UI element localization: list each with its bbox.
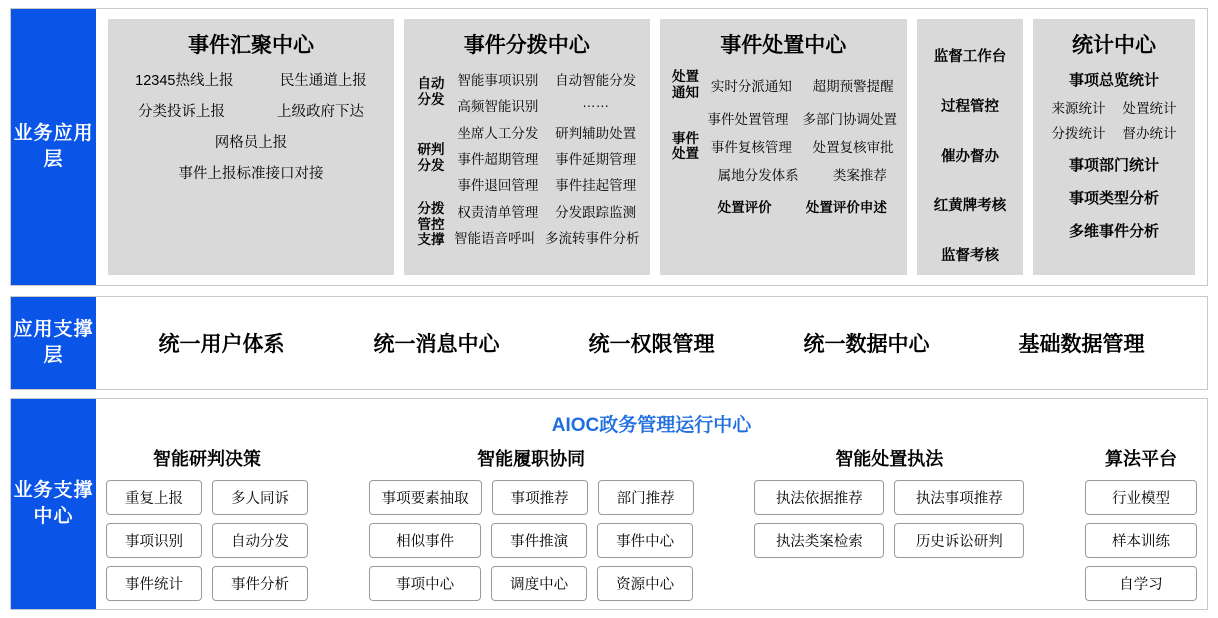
supervision-item[interactable]: 监督工作台 (933, 49, 1007, 65)
dispatch-group-judge (414, 122, 640, 194)
chip[interactable]: 历史诉讼研判 (894, 523, 1024, 558)
statistics-center-card (1033, 19, 1195, 275)
dispatch-item[interactable]: 分发跟踪监测 (555, 205, 637, 221)
handling-row (708, 196, 898, 216)
chip[interactable]: 调度中心 (491, 566, 587, 601)
dispatch-group-auto (414, 69, 640, 115)
gather-item[interactable]: 12345热线上报 (135, 73, 234, 89)
chip[interactable]: 样本训练 (1085, 523, 1197, 558)
group-intelligent-collaboration-chips (369, 480, 694, 601)
chip[interactable]: 多人同诉 (212, 480, 308, 515)
gather-row (118, 162, 384, 183)
gather-row (118, 131, 384, 152)
chip[interactable]: 执法类案检索 (754, 523, 884, 558)
event-handling-center-card (660, 19, 908, 275)
chip-row (369, 523, 694, 558)
statistics-item[interactable]: 事项类型分析 (1068, 190, 1159, 207)
dispatch-item[interactable]: 坐席人工分发 (457, 126, 539, 141)
dispatch-item[interactable]: 高频智能识别 (457, 99, 539, 114)
handling-item[interactable]: 实时分派通知 (710, 78, 792, 94)
handling-row (708, 108, 898, 128)
group-intelligent-decision (106, 445, 308, 601)
application-support-layer-body (96, 297, 1207, 389)
group-intelligent-enforcement-title: 智能处置执法 (835, 449, 944, 469)
application-support-layer-label: 应用支撑层 (11, 297, 96, 389)
supervision-item[interactable]: 过程管控 (941, 98, 999, 115)
statistics-overview-row (1043, 122, 1185, 142)
chip[interactable]: 事件统计 (106, 566, 202, 601)
chip[interactable]: 执法事项推荐 (894, 480, 1024, 515)
group-intelligent-enforcement (754, 445, 1024, 558)
chip-row (369, 566, 694, 601)
chip[interactable]: 自学习 (1085, 566, 1197, 601)
gather-item[interactable]: 分类投诉上报 (138, 104, 225, 120)
group-algorithm-platform-chips (1085, 480, 1197, 601)
gather-row (118, 100, 384, 121)
event-gather-center-title: 事件汇聚中心 (188, 34, 314, 57)
gather-row (118, 69, 384, 90)
chip[interactable]: 部门推荐 (598, 480, 694, 515)
statistics-item[interactable]: 分拨统计 (1051, 126, 1106, 141)
dispatch-group-control (414, 201, 640, 248)
handling-item[interactable]: 处置评价 (717, 200, 772, 216)
dispatch-row (454, 148, 640, 168)
statistics-overview-row (1043, 97, 1185, 117)
statistics-item[interactable]: 来源统计 (1051, 101, 1106, 116)
handling-group-notify (670, 69, 898, 100)
dispatch-item[interactable]: 智能事项识别 (457, 73, 539, 88)
gather-item[interactable]: 民生通道上报 (279, 73, 367, 89)
dispatch-group-auto-label: 自动分发 (417, 76, 445, 107)
handling-item[interactable]: 处置复核审批 (812, 140, 894, 156)
handling-group-evaluate (670, 196, 898, 216)
event-gather-center-items (118, 69, 384, 267)
chip[interactable]: 事项要素抽取 (369, 480, 482, 515)
dispatch-item: …… (582, 95, 610, 110)
gather-item[interactable]: 上级政府下达 (277, 104, 364, 120)
chip-row (754, 523, 1024, 558)
statistics-item[interactable]: 事项部门统计 (1068, 157, 1159, 174)
chip[interactable]: 事件中心 (597, 523, 693, 558)
chip[interactable]: 重复上报 (106, 480, 202, 515)
application-support-layer (10, 296, 1208, 390)
dispatch-item[interactable]: 自动智能分发 (555, 73, 637, 88)
dispatch-item[interactable]: 权责清单管理 (457, 205, 539, 221)
chip-row (1085, 566, 1197, 601)
business-application-layer-label: 业务应用层 (11, 9, 96, 285)
dispatch-item[interactable]: 研判辅助处置 (555, 126, 637, 141)
support-item-data-center[interactable]: 统一数据中心 (803, 333, 930, 356)
dispatch-row (454, 227, 640, 247)
dispatch-group-control-label: 分拨管控支撑 (417, 201, 445, 248)
chip-row (369, 480, 694, 515)
chip[interactable]: 事项中心 (369, 566, 481, 601)
dispatch-row (454, 174, 640, 194)
dispatch-row (454, 95, 640, 115)
handling-row (708, 75, 898, 95)
group-intelligent-decision-chips (106, 480, 308, 601)
handling-item[interactable]: 类案推荐 (832, 168, 887, 184)
chip[interactable]: 事件分析 (212, 566, 308, 601)
handling-group-process (670, 108, 898, 184)
dispatch-item[interactable]: 事件退回管理 (457, 178, 539, 193)
statistics-item[interactable]: 督办统计 (1122, 126, 1177, 141)
dispatch-item[interactable]: 智能语音呼叫 (454, 231, 535, 247)
chip-row (1085, 480, 1197, 515)
group-intelligent-enforcement-chips (754, 480, 1024, 558)
chip[interactable]: 资源中心 (597, 566, 693, 601)
event-dispatch-center-card (404, 19, 650, 275)
chip[interactable]: 行业模型 (1085, 480, 1197, 515)
chip[interactable]: 事件推演 (491, 523, 587, 558)
chip-row (106, 523, 308, 558)
dispatch-item[interactable]: 事件挂起管理 (555, 178, 637, 193)
event-handling-center-title: 事件处置中心 (720, 34, 847, 57)
chip-row (106, 566, 308, 601)
handling-item[interactable]: 多部门协调处置 (802, 112, 897, 128)
dispatch-row (454, 69, 640, 89)
supervision-item[interactable]: 监督考核 (941, 248, 999, 264)
dispatch-group-judge-label: 研判分发 (417, 142, 445, 173)
gather-item[interactable]: 网格员上报 (214, 135, 288, 151)
chip[interactable]: 执法依据推荐 (754, 480, 884, 515)
business-support-center-layer (10, 398, 1208, 610)
handling-item[interactable]: 超期预警提醒 (812, 78, 894, 94)
supervision-item[interactable]: 催办督办 (941, 148, 999, 165)
statistics-item[interactable]: 多维事件分析 (1068, 223, 1159, 240)
dispatch-item[interactable]: 多流转事件分析 (545, 231, 640, 247)
statistics-overview (1043, 69, 1185, 241)
gather-item[interactable]: 事件上报标准接口对接 (178, 166, 324, 182)
chip[interactable]: 自动分发 (212, 523, 308, 558)
statistics-overview-title: 事项总览统计 (1068, 72, 1159, 89)
handling-item[interactable]: 处置评价申述 (805, 200, 887, 216)
event-gather-center-card (108, 19, 394, 275)
chip-row (1085, 523, 1197, 558)
support-item-base-data[interactable]: 基础数据管理 (1018, 333, 1145, 356)
group-intelligent-collaboration (369, 445, 694, 601)
business-support-center-body (96, 399, 1207, 609)
group-algorithm-platform-title: 算法平台 (1104, 449, 1177, 469)
group-algorithm-platform (1085, 445, 1197, 601)
chip-row (754, 480, 1024, 515)
support-item-message-center[interactable]: 统一消息中心 (373, 333, 500, 356)
handling-item[interactable]: 事件复核管理 (710, 140, 792, 156)
dispatch-row (454, 201, 640, 221)
chip[interactable]: 事项推荐 (492, 480, 588, 515)
supervision-card (917, 19, 1023, 275)
event-dispatch-center-title: 事件分拨中心 (463, 34, 590, 57)
supervision-item[interactable]: 红黄牌考核 (933, 198, 1007, 215)
business-support-center-label: 业务支撑中心 (11, 399, 96, 609)
group-intelligent-collaboration-title: 智能履职协同 (477, 449, 586, 469)
handling-group-process-label: 事件处置 (672, 130, 699, 162)
group-intelligent-decision-title: 智能研判决策 (153, 449, 261, 469)
statistics-item[interactable]: 处置统计 (1122, 101, 1177, 116)
dispatch-item[interactable]: 事件超期管理 (457, 152, 539, 167)
statistics-center-title: 统计中心 (1072, 34, 1156, 57)
support-item-user-system[interactable]: 统一用户体系 (158, 333, 285, 356)
business-support-groups (106, 445, 1197, 601)
support-item-permission[interactable]: 统一权限管理 (588, 333, 715, 356)
business-application-layer-body (96, 9, 1207, 285)
dispatch-item[interactable]: 事件延期管理 (555, 152, 637, 167)
chip[interactable]: 相似事件 (369, 523, 481, 558)
dispatch-row (454, 122, 640, 142)
chip[interactable]: 事项识别 (106, 523, 202, 558)
handling-item[interactable]: 属地分发体系 (717, 168, 799, 184)
handling-row (708, 136, 898, 156)
handling-item[interactable]: 事件处置管理 (707, 112, 789, 128)
handling-row (708, 164, 898, 184)
handling-group-notify-label: 处置通知 (672, 69, 699, 100)
aioc-title: AIOC政务管理运行中心 (551, 415, 752, 436)
chip-row (106, 480, 308, 515)
business-application-layer (10, 8, 1208, 286)
